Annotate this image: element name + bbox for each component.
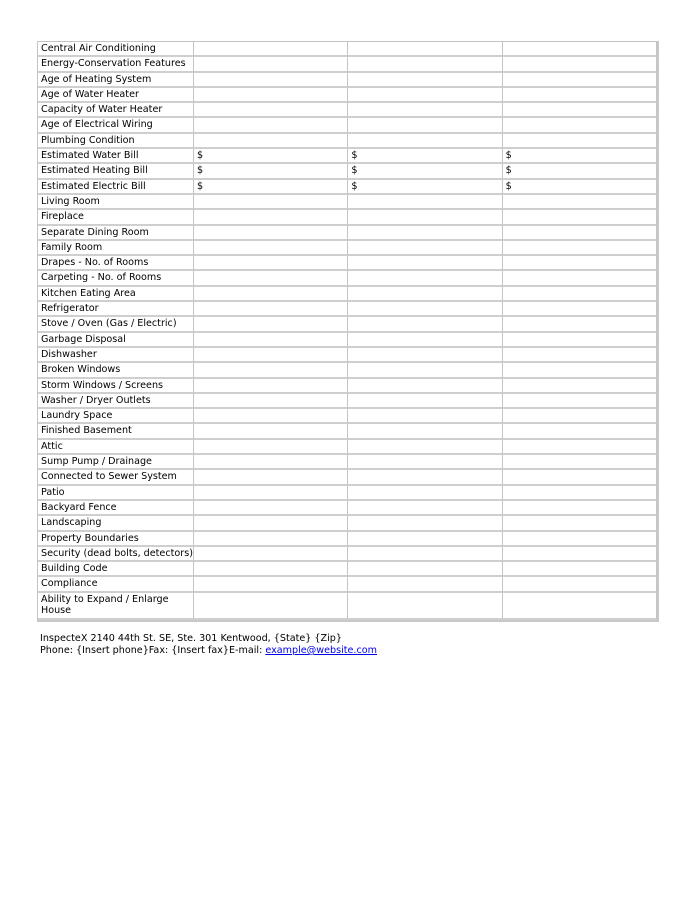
property-3-cell[interactable] bbox=[503, 577, 657, 592]
row-label: Backyard Fence bbox=[38, 501, 194, 516]
property-2-cell[interactable] bbox=[348, 409, 502, 424]
table-row bbox=[38, 118, 657, 133]
property-1-cell[interactable] bbox=[194, 271, 348, 286]
table-row bbox=[38, 271, 657, 286]
row-label: Capacity of Water Heater bbox=[38, 103, 194, 118]
footer-contact bbox=[40, 633, 377, 657]
email-link[interactable]: example@website.com bbox=[265, 645, 377, 656]
property-3-cell[interactable] bbox=[503, 470, 657, 485]
property-3-cell[interactable] bbox=[503, 57, 657, 72]
table-row bbox=[38, 486, 657, 501]
table-row bbox=[38, 547, 657, 562]
row-label: Property Boundaries bbox=[38, 532, 194, 547]
property-2-cell[interactable] bbox=[348, 394, 502, 409]
table-row bbox=[38, 241, 657, 256]
table-row bbox=[38, 134, 657, 149]
row-label: Age of Electrical Wiring bbox=[38, 118, 194, 133]
property-2-cell[interactable] bbox=[348, 333, 502, 348]
table-row bbox=[38, 440, 657, 455]
property-1-cell[interactable] bbox=[194, 348, 348, 363]
property-1-cell[interactable] bbox=[194, 195, 348, 210]
home-inspection-checklist-table bbox=[37, 41, 659, 622]
property-3-cell[interactable] bbox=[503, 333, 657, 348]
row-label: Estimated Water Bill bbox=[38, 149, 194, 164]
table-row bbox=[38, 164, 657, 179]
property-3-cell[interactable] bbox=[503, 42, 657, 57]
property-2-cell[interactable] bbox=[348, 348, 502, 363]
property-3-cell[interactable] bbox=[503, 88, 657, 103]
row-label: Washer / Dryer Outlets bbox=[38, 394, 194, 409]
row-label: Kitchen Eating Area bbox=[38, 287, 194, 302]
property-2-cell[interactable] bbox=[348, 73, 502, 88]
row-label: Dishwasher bbox=[38, 348, 194, 363]
property-2-cell[interactable] bbox=[348, 103, 502, 118]
property-2-cell[interactable] bbox=[348, 379, 502, 394]
property-3-cell[interactable] bbox=[503, 424, 657, 439]
row-label: Storm Windows / Screens bbox=[38, 379, 194, 394]
property-1-cell[interactable] bbox=[194, 73, 348, 88]
property-1-cell[interactable] bbox=[194, 42, 348, 57]
property-2-cell[interactable]: $ bbox=[348, 164, 502, 179]
property-1-cell[interactable] bbox=[194, 470, 348, 485]
table-row bbox=[38, 363, 657, 378]
property-1-cell[interactable]: $ bbox=[194, 180, 348, 195]
table-row bbox=[38, 424, 657, 439]
property-3-cell[interactable] bbox=[503, 73, 657, 88]
property-1-cell[interactable] bbox=[194, 424, 348, 439]
footer-contact-line bbox=[40, 645, 377, 657]
property-1-cell[interactable] bbox=[194, 379, 348, 394]
property-2-cell[interactable] bbox=[348, 363, 502, 378]
property-1-cell[interactable] bbox=[194, 103, 348, 118]
row-label: Ability to Expand / Enlarge House bbox=[38, 593, 194, 620]
property-2-cell[interactable] bbox=[348, 271, 502, 286]
property-2-cell[interactable] bbox=[348, 516, 502, 531]
table-row bbox=[38, 149, 657, 164]
property-3-cell[interactable] bbox=[503, 103, 657, 118]
property-1-cell[interactable] bbox=[194, 562, 348, 577]
row-label: Landscaping bbox=[38, 516, 194, 531]
property-1-cell[interactable] bbox=[194, 256, 348, 271]
row-label: Estimated Electric Bill bbox=[38, 180, 194, 195]
property-1-cell[interactable] bbox=[194, 593, 348, 620]
row-label: Energy-Conservation Features bbox=[38, 57, 194, 72]
table-row bbox=[38, 593, 657, 620]
property-3-cell[interactable]: $ bbox=[503, 164, 657, 179]
property-2-cell[interactable] bbox=[348, 562, 502, 577]
row-label: Broken Windows bbox=[38, 363, 194, 378]
property-2-cell[interactable]: $ bbox=[348, 149, 502, 164]
property-1-cell[interactable] bbox=[194, 394, 348, 409]
property-3-cell[interactable] bbox=[503, 195, 657, 210]
property-1-cell[interactable] bbox=[194, 302, 348, 317]
row-label: Central Air Conditioning bbox=[38, 42, 194, 57]
property-3-cell[interactable] bbox=[503, 516, 657, 531]
table-row bbox=[38, 348, 657, 363]
property-1-cell[interactable] bbox=[194, 409, 348, 424]
row-label: Security (dead bolts, detectors) bbox=[38, 547, 194, 562]
fax-value: {Insert fax} bbox=[171, 645, 229, 656]
property-2-cell[interactable] bbox=[348, 134, 502, 149]
property-1-cell[interactable] bbox=[194, 455, 348, 470]
property-3-cell[interactable] bbox=[503, 486, 657, 501]
property-2-cell[interactable] bbox=[348, 577, 502, 592]
row-label: Building Code bbox=[38, 562, 194, 577]
table-row bbox=[38, 394, 657, 409]
document-page bbox=[37, 41, 659, 622]
table-row bbox=[38, 210, 657, 225]
table-row bbox=[38, 180, 657, 195]
table-row bbox=[38, 455, 657, 470]
row-label: Age of Water Heater bbox=[38, 88, 194, 103]
table-row bbox=[38, 470, 657, 485]
property-2-cell[interactable] bbox=[348, 210, 502, 225]
property-3-cell[interactable] bbox=[503, 287, 657, 302]
property-3-cell[interactable] bbox=[503, 547, 657, 562]
property-3-cell[interactable] bbox=[503, 226, 657, 241]
table-row bbox=[38, 577, 657, 592]
property-2-cell[interactable] bbox=[348, 455, 502, 470]
property-2-cell[interactable] bbox=[348, 501, 502, 516]
property-1-cell[interactable]: $ bbox=[194, 164, 348, 179]
property-1-cell[interactable]: $ bbox=[194, 149, 348, 164]
property-2-cell[interactable] bbox=[348, 470, 502, 485]
property-2-cell[interactable] bbox=[348, 287, 502, 302]
property-3-cell[interactable] bbox=[503, 409, 657, 424]
property-1-cell[interactable] bbox=[194, 118, 348, 133]
row-label: Patio bbox=[38, 486, 194, 501]
property-3-cell[interactable] bbox=[503, 394, 657, 409]
row-label: Finished Basement bbox=[38, 424, 194, 439]
property-1-cell[interactable] bbox=[194, 57, 348, 72]
table-row bbox=[38, 195, 657, 210]
table-row bbox=[38, 562, 657, 577]
property-1-cell[interactable] bbox=[194, 486, 348, 501]
property-3-cell[interactable] bbox=[503, 379, 657, 394]
property-2-cell[interactable] bbox=[348, 57, 502, 72]
phone-value: {Insert phone} bbox=[76, 645, 149, 656]
row-label: Age of Heating System bbox=[38, 73, 194, 88]
row-label: Sump Pump / Drainage bbox=[38, 455, 194, 470]
property-2-cell[interactable] bbox=[348, 424, 502, 439]
table-row bbox=[38, 42, 657, 57]
email-label: E-mail: bbox=[229, 645, 266, 656]
table-row bbox=[38, 501, 657, 516]
table-row bbox=[38, 287, 657, 302]
row-label: Garbage Disposal bbox=[38, 333, 194, 348]
property-3-cell[interactable] bbox=[503, 210, 657, 225]
property-1-cell[interactable] bbox=[194, 88, 348, 103]
table-row bbox=[38, 226, 657, 241]
row-label: Carpeting - No. of Rooms bbox=[38, 271, 194, 286]
row-label: Fireplace bbox=[38, 210, 194, 225]
row-label: Attic bbox=[38, 440, 194, 455]
table-row bbox=[38, 256, 657, 271]
property-2-cell[interactable] bbox=[348, 241, 502, 256]
property-1-cell[interactable] bbox=[194, 577, 348, 592]
phone-label: Phone: bbox=[40, 645, 76, 656]
checklist-body bbox=[38, 42, 657, 620]
property-3-cell[interactable] bbox=[503, 501, 657, 516]
row-label: Connected to Sewer System bbox=[38, 470, 194, 485]
property-1-cell[interactable] bbox=[194, 317, 348, 332]
row-label: Plumbing Condition bbox=[38, 134, 194, 149]
property-2-cell[interactable] bbox=[348, 195, 502, 210]
row-label: Compliance bbox=[38, 577, 194, 592]
table-row bbox=[38, 516, 657, 531]
property-2-cell[interactable] bbox=[348, 42, 502, 57]
row-label: Laundry Space bbox=[38, 409, 194, 424]
property-2-cell[interactable] bbox=[348, 302, 502, 317]
property-2-cell[interactable] bbox=[348, 226, 502, 241]
property-2-cell[interactable] bbox=[348, 256, 502, 271]
property-1-cell[interactable] bbox=[194, 516, 348, 531]
property-2-cell[interactable] bbox=[348, 88, 502, 103]
property-2-cell[interactable] bbox=[348, 486, 502, 501]
table-row bbox=[38, 532, 657, 547]
property-1-cell[interactable] bbox=[194, 501, 348, 516]
footer-address: InspecteX 2140 44th St. SE, Ste. 301 Kentwood, {State} {Zip} bbox=[40, 633, 342, 644]
property-2-cell[interactable] bbox=[348, 317, 502, 332]
property-3-cell[interactable] bbox=[503, 241, 657, 256]
property-3-cell[interactable] bbox=[503, 256, 657, 271]
row-label: Refrigerator bbox=[38, 302, 194, 317]
property-3-cell[interactable] bbox=[503, 532, 657, 547]
property-3-cell[interactable] bbox=[503, 134, 657, 149]
property-3-cell[interactable] bbox=[503, 302, 657, 317]
fax-label: Fax: bbox=[148, 645, 172, 656]
property-2-cell[interactable] bbox=[348, 532, 502, 547]
property-1-cell[interactable] bbox=[194, 440, 348, 455]
row-label: Drapes - No. of Rooms bbox=[38, 256, 194, 271]
table-row bbox=[38, 103, 657, 118]
table-row bbox=[38, 379, 657, 394]
property-1-cell[interactable] bbox=[194, 287, 348, 302]
row-label: Stove / Oven (Gas / Electric) bbox=[38, 317, 194, 332]
table-row bbox=[38, 317, 657, 332]
property-2-cell[interactable] bbox=[348, 440, 502, 455]
property-2-cell[interactable] bbox=[348, 547, 502, 562]
property-2-cell[interactable] bbox=[348, 118, 502, 133]
property-3-cell[interactable] bbox=[503, 348, 657, 363]
property-3-cell[interactable] bbox=[503, 118, 657, 133]
property-1-cell[interactable] bbox=[194, 210, 348, 225]
row-label: Estimated Heating Bill bbox=[38, 164, 194, 179]
table-row bbox=[38, 57, 657, 72]
row-label: Living Room bbox=[38, 195, 194, 210]
property-3-cell[interactable] bbox=[503, 593, 657, 620]
property-1-cell[interactable] bbox=[194, 241, 348, 256]
table-row bbox=[38, 333, 657, 348]
property-1-cell[interactable] bbox=[194, 363, 348, 378]
table-row bbox=[38, 73, 657, 88]
property-1-cell[interactable] bbox=[194, 134, 348, 149]
property-3-cell[interactable] bbox=[503, 271, 657, 286]
table-row bbox=[38, 409, 657, 424]
table-row bbox=[38, 88, 657, 103]
property-3-cell[interactable] bbox=[503, 562, 657, 577]
property-1-cell[interactable] bbox=[194, 333, 348, 348]
property-2-cell[interactable]: $ bbox=[348, 180, 502, 195]
property-3-cell[interactable] bbox=[503, 363, 657, 378]
row-label: Separate Dining Room bbox=[38, 226, 194, 241]
property-1-cell[interactable] bbox=[194, 532, 348, 547]
property-3-cell[interactable]: $ bbox=[503, 180, 657, 195]
property-1-cell[interactable] bbox=[194, 547, 348, 562]
property-3-cell[interactable]: $ bbox=[503, 149, 657, 164]
property-2-cell[interactable] bbox=[348, 593, 502, 620]
table-row bbox=[38, 302, 657, 317]
property-3-cell[interactable] bbox=[503, 455, 657, 470]
row-label: Family Room bbox=[38, 241, 194, 256]
property-3-cell[interactable] bbox=[503, 440, 657, 455]
property-3-cell[interactable] bbox=[503, 317, 657, 332]
property-1-cell[interactable] bbox=[194, 226, 348, 241]
